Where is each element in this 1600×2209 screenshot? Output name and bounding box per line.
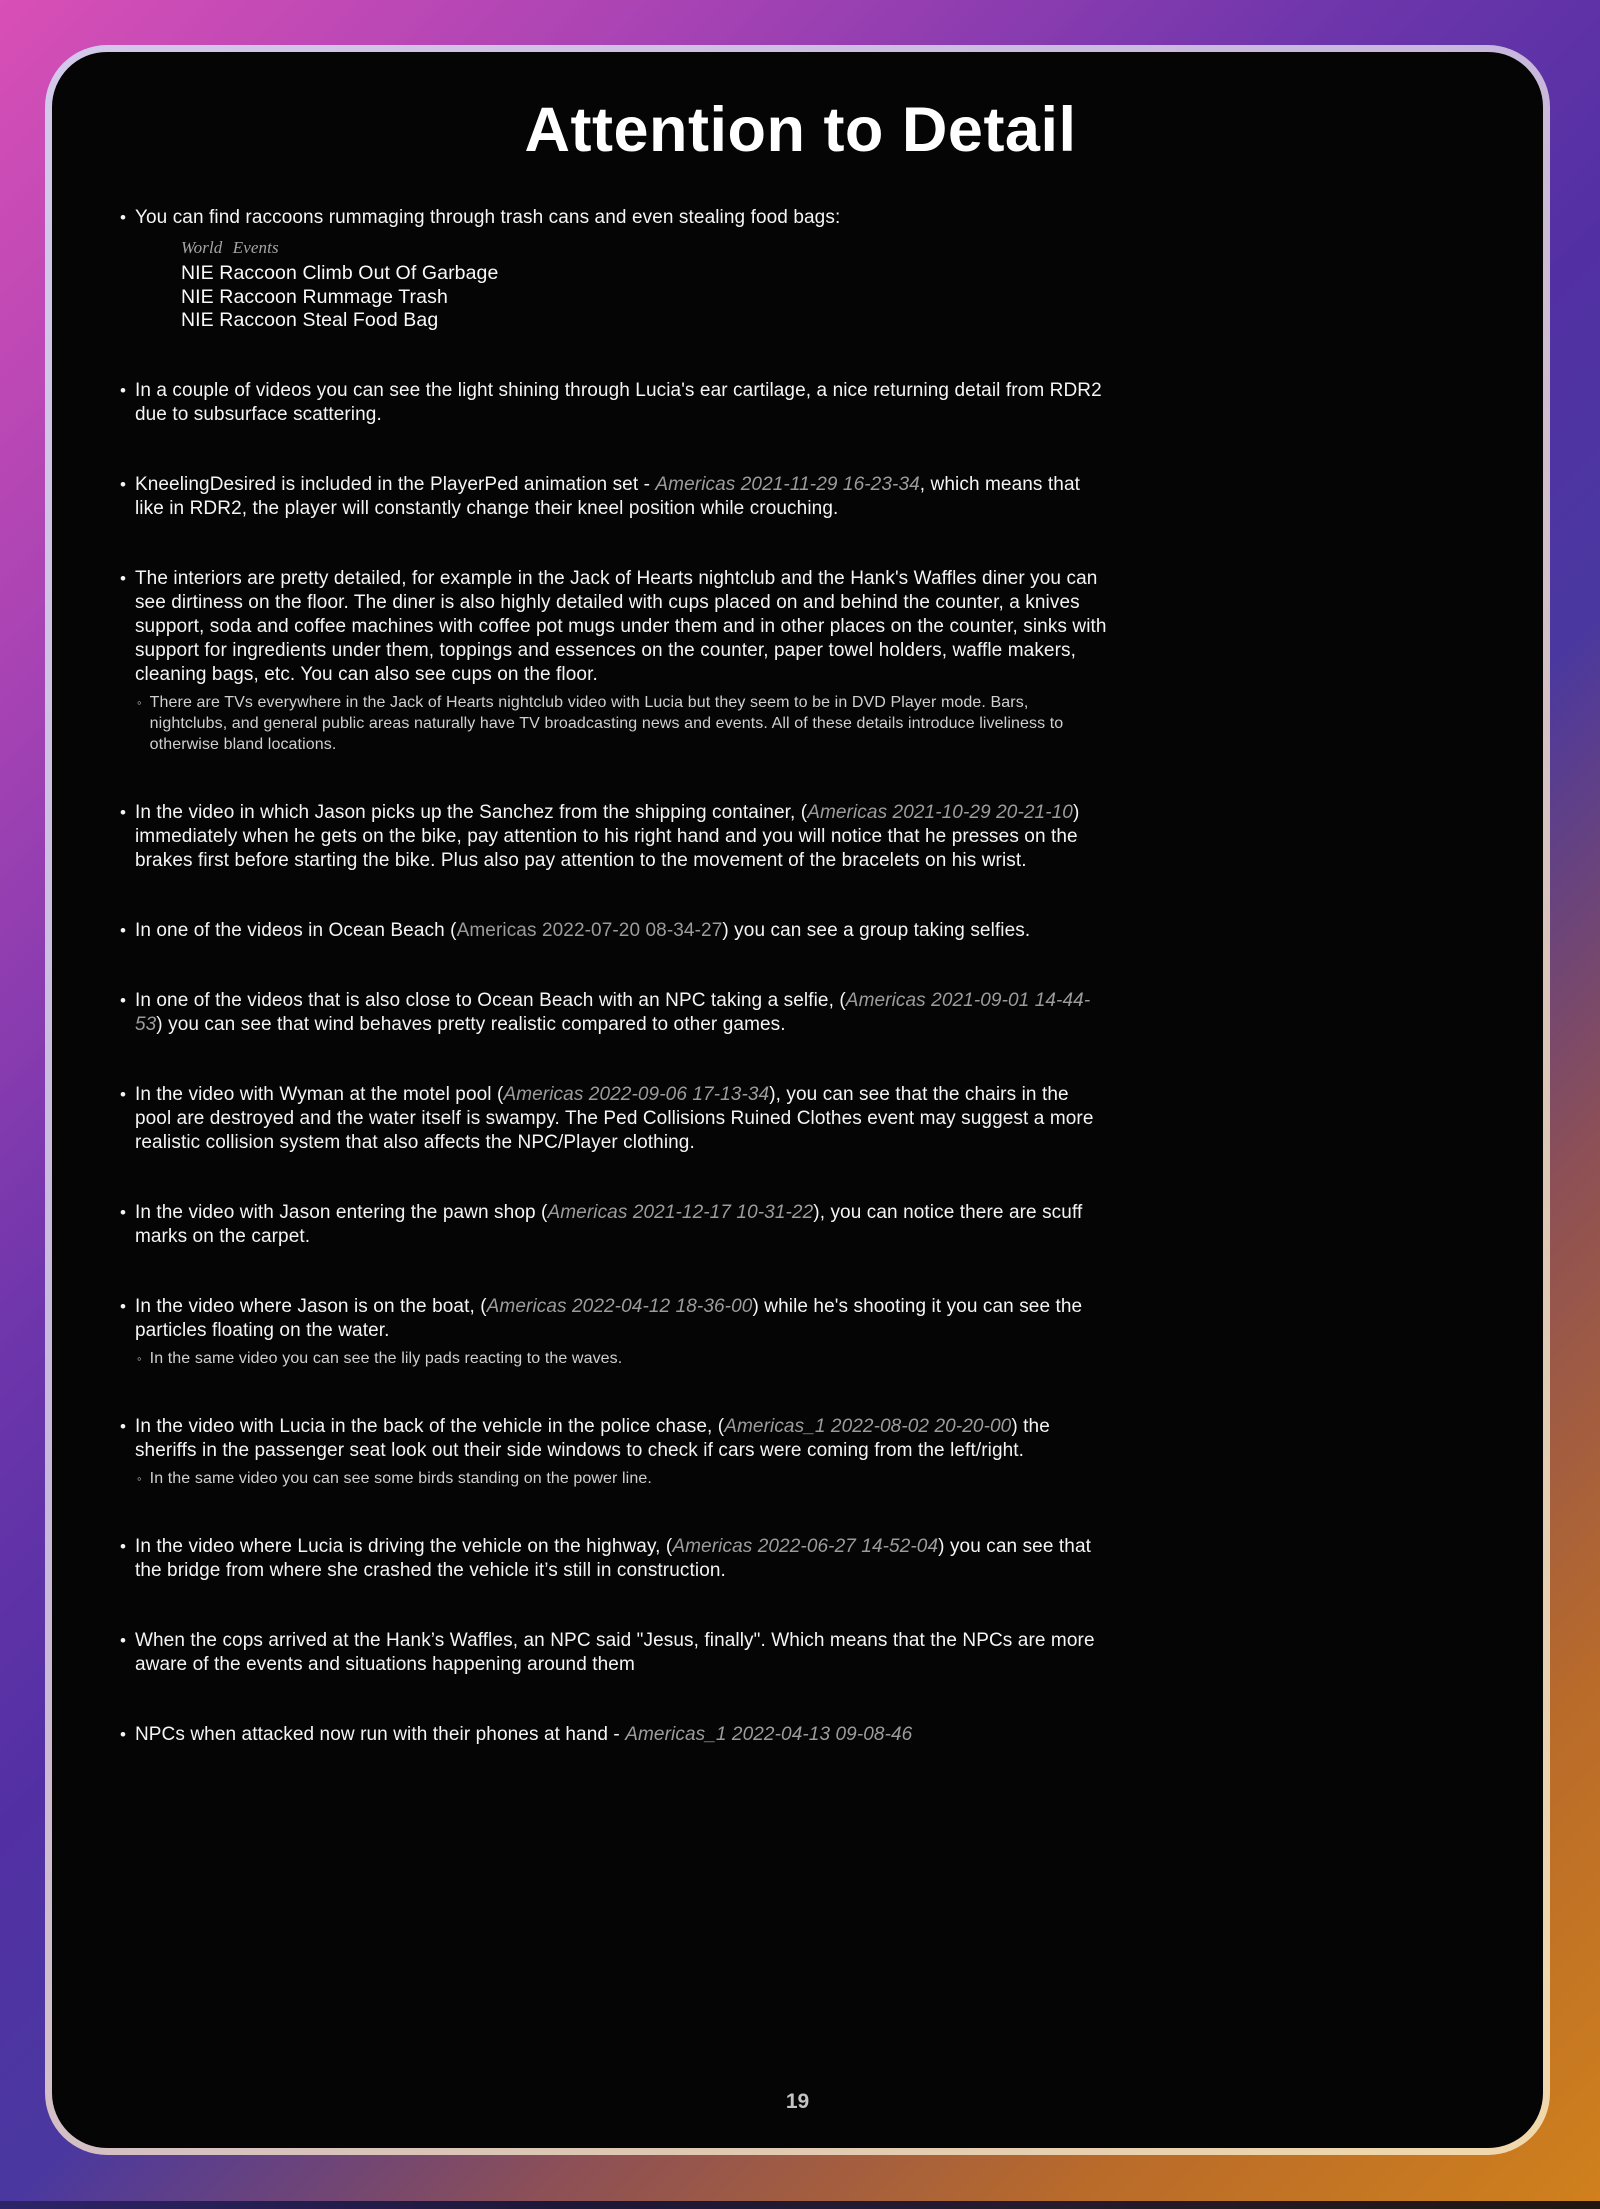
bullet-body <box>135 919 1030 943</box>
bullet-marker: • <box>120 474 126 494</box>
timestamp-text: Americas 2022-07-20 08-34-27 <box>456 919 723 941</box>
bullet-body <box>135 206 840 333</box>
bullet-item <box>118 989 1108 1037</box>
bullet-body <box>135 1723 912 1747</box>
event-item: NIE Raccoon Rummage Trash <box>180 285 448 308</box>
timestamp-text: Americas 2021-12-17 10-31-22 <box>547 1201 814 1223</box>
bullet-body <box>135 1415 1108 1489</box>
card-gradient-border <box>45 45 1550 2155</box>
bullet-item <box>118 801 1108 873</box>
bullet-marker: • <box>120 990 126 1010</box>
bullet-marker: • <box>120 1630 126 1650</box>
timestamp-text: Americas 2021-11-29 16-23-34 <box>655 473 920 495</box>
bullet-list <box>118 206 1108 1747</box>
bullet-body <box>135 1535 1108 1583</box>
bullet-text: In the video where Jason is on the boat, ( <box>134 1295 487 1317</box>
bullet-text: The interiors are pretty detailed, for example in the Jack of Hearts nightclub and the Hank's Waffles diner you can see dirtiness on the floor. The diner is also highly detailed with cups placed on and behind the counter, a knives support, soda and coffee machines with coffee pot mugs under them and in other places on the counter, sinks with support for ingredients under them, toppings and essences on the counter, paper towel holders, waffle makers, cleaning bags, etc. You can also see cups on the floor. <box>134 567 1107 685</box>
bullet-text: In the video where Lucia is driving the vehicle on the highway, ( <box>134 1535 673 1557</box>
bullet-item <box>118 206 1108 333</box>
bullet-item <box>118 1415 1108 1489</box>
bullet-body <box>135 1083 1108 1155</box>
bullet-body <box>135 379 1108 427</box>
bullet-body <box>135 1201 1108 1249</box>
world-events-block <box>181 237 840 333</box>
timestamp-text: Americas_1 2022-08-02 20-20-00 <box>724 1415 1012 1437</box>
bullet-text: ) while he's shooting it you can see the particles floating on the water. <box>134 1295 1083 1341</box>
timestamp-text: Americas 2021-10-29 20-21-10 <box>807 801 1073 823</box>
bullet-item <box>118 567 1108 755</box>
bullet-text: NPCs when attacked now run with their phones at hand - <box>134 1723 626 1745</box>
bullet-item <box>118 919 1108 943</box>
bullet-marker: • <box>120 1416 126 1436</box>
bullet-body <box>135 1295 1108 1369</box>
bullet-text: In the video with Jason entering the pawn shop ( <box>134 1201 548 1223</box>
bullet-text: In one of the videos in Ocean Beach ( <box>134 919 457 941</box>
timestamp-text: Americas 2022-06-27 14-52-04 <box>672 1535 939 1557</box>
sub-bullet-text: There are TVs everywhere in the Jack of Hearts nightclub video with Lucia but they seem to be in DVD Player mode. Bars, nightclubs, and general public areas naturally have TV broadcasting news and events. All of these details introduce liveliness to otherwise bland locations. <box>149 693 1064 753</box>
sub-bullet-marker: ◦ <box>136 1350 142 1366</box>
bullet-text: ) immediately when he gets on the bike, pay attention to his right hand and you will notice that he presses on the brakes first before starting the bike. Plus also pay attention to the movement of the bracelets on his wrist. <box>134 801 1080 871</box>
bullet-marker: • <box>120 1536 126 1556</box>
bullet-item <box>118 1535 1108 1583</box>
bullet-body <box>135 801 1108 873</box>
bullet-item <box>118 1295 1108 1369</box>
slide-card <box>52 52 1543 2148</box>
bullet-body <box>135 1629 1108 1677</box>
sub-bullet-text: In the same video you can see the lily pads reacting to the waves. <box>149 1349 623 1367</box>
slide-content <box>52 52 1543 1747</box>
bullet-item <box>118 379 1108 427</box>
bullet-text: ) you can see that wind behaves pretty realistic compared to other games. <box>156 1013 786 1035</box>
sub-bullet <box>135 1348 1108 1369</box>
events-caption: World Events <box>180 238 279 257</box>
sub-bullet-marker: ◦ <box>136 1470 142 1486</box>
bullet-body <box>135 989 1108 1037</box>
bullet-text: ), you can notice there are scuff marks on the carpet. <box>134 1201 1083 1247</box>
bullet-marker: • <box>120 208 126 227</box>
bullet-text: ) you can see a group taking selfies. <box>722 919 1031 941</box>
event-item: NIE Raccoon Climb Out Of Garbage <box>180 262 499 284</box>
page-number: 19 <box>785 2090 810 2113</box>
bullet-marker: • <box>120 920 126 940</box>
bullet-item <box>118 1723 1108 1747</box>
bullet-text: KneelingDesired is included in the PlayerPed animation set - <box>134 473 656 495</box>
sub-bullet <box>135 692 1108 755</box>
bullet-text: In one of the videos that is also close to Ocean Beach with an NPC taking a selfie, ( <box>134 989 846 1011</box>
sub-bullet-marker: ◦ <box>136 694 142 710</box>
bullet-text: ), you can see that the chairs in the pool are destroyed and the water itself is swampy. The Ped Collisions Ruined Clothes event may suggest a more realistic collision system that also affects the NPC/Player clothing. <box>134 1083 1094 1153</box>
bottom-edge-strip <box>0 2201 1600 2209</box>
sub-bullet <box>135 1468 1108 1489</box>
bullet-text: You can find raccoons rummaging through trash cans and even stealing food bags: <box>134 207 841 228</box>
bullet-marker: • <box>120 380 126 400</box>
bullet-item <box>118 1629 1108 1677</box>
bullet-text: In a couple of videos you can see the light shining through Lucia's ear cartilage, a nice returning detail from RDR2 due to subsurface scattering. <box>134 379 1102 425</box>
bullet-text: When the cops arrived at the Hank’s Waffles, an NPC said "Jesus, finally". Which means that the NPCs are more aware of the events and situations happening around them <box>134 1629 1095 1675</box>
bullet-body <box>135 567 1108 755</box>
timestamp-text: Americas 2022-09-06 17-13-34 <box>503 1083 770 1105</box>
sub-bullet-text: In the same video you can see some birds standing on the power line. <box>149 1469 652 1487</box>
bullet-text: In the video with Wyman at the motel pool ( <box>134 1083 504 1105</box>
bullet-text: , which means that like in RDR2, the player will constantly change their kneel position while crouching. <box>134 473 1080 519</box>
timestamp-text: Americas_1 2022-04-13 09-08-46 <box>625 1723 913 1745</box>
event-item: NIE Raccoon Steal Food Bag <box>180 309 439 331</box>
bullet-text: In the video in which Jason picks up the Sanchez from the shipping container, ( <box>134 801 808 823</box>
bullet-text: ) you can see that the bridge from where she crashed the vehicle it’s still in construction. <box>134 1535 1091 1581</box>
timestamp-text: Americas 2022-04-12 18-36-00 <box>486 1295 753 1317</box>
page-title: Attention to Detail <box>524 95 1077 165</box>
bullet-item <box>118 1201 1108 1249</box>
timestamp-text: Americas 2021-09-01 14-44-53 <box>134 989 1091 1035</box>
bullet-marker: • <box>120 1724 126 1744</box>
bullet-item <box>118 473 1108 521</box>
bullet-marker: • <box>120 1296 126 1316</box>
bullet-marker: • <box>120 802 126 822</box>
bullet-body <box>135 473 1108 521</box>
bullet-text: In the video with Lucia in the back of the vehicle in the police chase, ( <box>134 1415 725 1437</box>
bullet-text: ) the sheriffs in the passenger seat look out their side windows to check if cars were coming from the left/right. <box>134 1415 1050 1461</box>
bullet-marker: • <box>120 568 126 588</box>
bullet-marker: • <box>120 1084 126 1104</box>
bullet-marker: • <box>120 1202 126 1222</box>
bullet-item <box>118 1083 1108 1155</box>
